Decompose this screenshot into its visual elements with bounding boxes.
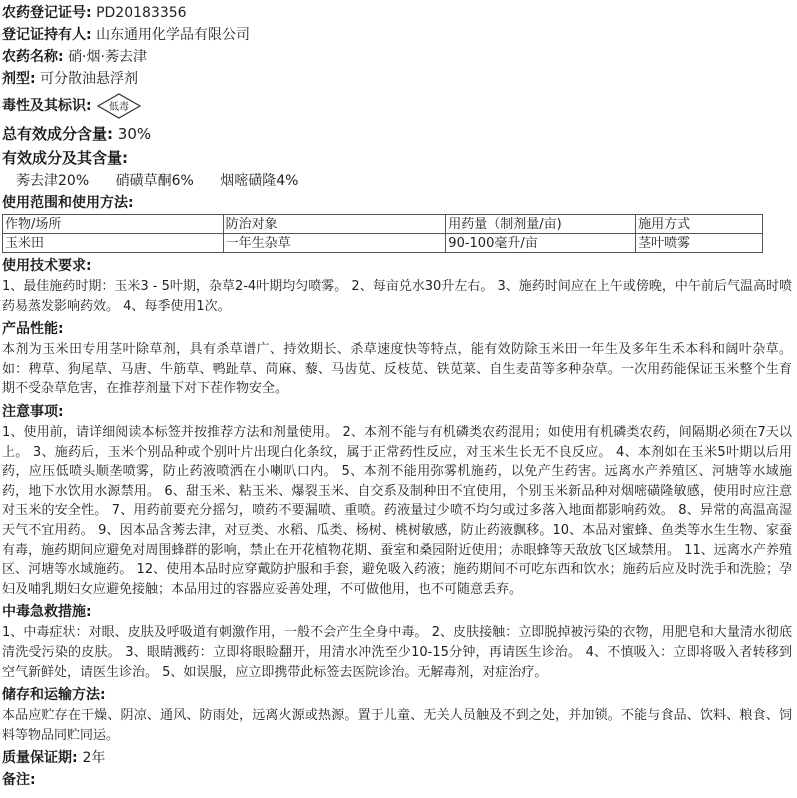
toxicity-badge-text: 低毒: [108, 102, 129, 113]
pesticide-name-row: [2, 46, 797, 68]
usage-table: [2, 214, 763, 253]
formulation-row: [2, 68, 797, 90]
table-header-cell: 施用方式: [636, 215, 763, 234]
performance-heading: 产品性能:: [2, 321, 64, 338]
formulation-value: 可分散油悬浮剂: [40, 71, 139, 87]
first-aid-text: 1、中毒症状：对眼、皮肤及呼吸道有刺激作用，一般不会产生全身中毒。 2、皮肤接触：立即脱掉被污染的衣物，用肥皂和大量清水彻底清洗受污染的皮肤。 3、眼睛溅药：立即将眼睑翻开，用清水冲洗至少10-15分钟，再请医生诊治。 4、不慎吸入：立即将吸入者转移到空气新鲜处，请医生诊治。 5、如误服，应立即携带此标签去医院诊治。无解毒剂，对症治疗。: [2, 625, 792, 680]
shelf-life-value: 2年: [82, 750, 106, 767]
table-row: [3, 234, 763, 253]
technique-text: 1、最佳施药时期：玉米3 - 5叶期，杂草2-4叶期均匀喷雾。 2、每亩兑水30升左右。 3、施药时间应在上午或傍晚，中午前后气温高时喷药易蒸发影响药效。 4、每季使用1次。: [2, 279, 792, 314]
toxicity-label: 毒性及其标识:: [2, 98, 92, 114]
registration-label: 农药登记证号:: [2, 5, 92, 21]
shelf-life-label: 质量保证期:: [2, 750, 78, 767]
precautions-text: 1、使用前，请详细阅读本标签并按推荐方法和剂量使用。 2、本剂不能与有机磷类农药混用；如使用有机磷类农药，间隔期必须在7天以上。 3、施药后，玉米个别品种或个别叶片出现白化条纹，属于正常药性反应，对玉米生长无不良反应。 4、本剂如在玉米5叶期以后用药，应压低喷头顺垄喷雾，防止药液喷洒在小喇叭口内。 5、本剂不能用弥雾机施药，以免产生药害。远离水产养殖区、河塘等水域施药，地下水饮用水源禁用。 6、甜玉米、粘玉米、爆裂玉米、自交系及制种田不宜使用，个别玉米新品种对烟嘧磺隆敏感，使用时应注意对玉米的安全性。 7、用药前要充分摇匀，喷药不要漏喷、重喷。药液量过少喷不均匀或过多落入地面都影响药效。 8、异常的高温高湿天气不宜用药。 9、因本品含莠去津，对豆类、水稻、瓜类、杨树、桃树敏感，防止药液飘移。10、本品对蜜蜂、鱼类等水生生物、家蚕有毒，施药期间应避免对周围蜂群的影响，禁止在开花植物花期、蚕室和桑园附近使用；赤眼蜂等天敌放飞区域禁用。 11、远离水产养殖区、河塘等水域施药。 12、使用本品时应穿戴防护服和手套，避免吸入药液；施药期间不可吃东西和饮水；施药后应及时洗手和洗脸；孕妇及哺乳期妇女应避免接触；本品用过的容器应妥善处理，不可做他用，也不可随意丢弃。: [2, 424, 792, 597]
ingredient-item: 莠去津20%: [16, 173, 90, 189]
table-cell-crop: 玉米田: [3, 234, 224, 253]
ingredients-label: 有效成分及其含量:: [2, 149, 128, 167]
first-aid-heading: 中毒急救措施:: [2, 604, 92, 621]
table-cell-dosage: 90-100毫升/亩: [446, 234, 636, 253]
holder-value: 山东通用化学品有限公司: [96, 27, 251, 43]
table-header-row: [3, 215, 763, 234]
storage-heading: 储存和运输方法:: [2, 687, 106, 704]
pesticide-name-label: 农药名称:: [2, 49, 64, 65]
formulation-label: 剂型:: [2, 71, 36, 87]
ingredient-item: 硝磺草酮6%: [115, 173, 194, 189]
ingredient-item: 烟嘧磺隆4%: [220, 173, 299, 189]
shelf-life-row: [2, 747, 797, 769]
table-cell-method: 茎叶喷雾: [636, 234, 763, 253]
ingredients-list: [2, 170, 797, 192]
total-content-value: 30%: [117, 125, 152, 143]
registration-number: PD20183356: [96, 5, 187, 21]
table-header-cell: 用药量（制剂量/亩): [446, 215, 636, 234]
low-toxicity-diamond-icon: [96, 93, 142, 119]
precautions-heading: 注意事项:: [2, 403, 64, 420]
remarks-label: 备注:: [2, 772, 36, 789]
holder-label: 登记证持有人:: [2, 27, 92, 43]
total-content-row: [2, 122, 797, 146]
toxicity-row: [2, 90, 797, 122]
usage-heading: 使用范围和使用方法:: [2, 195, 134, 211]
technique-heading: 使用技术要求:: [2, 258, 92, 274]
table-header-cell: 作物/场所: [3, 215, 224, 234]
total-content-label: 总有效成分含量:: [2, 125, 113, 143]
pesticide-name-value: 硝·烟·莠去津: [68, 49, 147, 65]
table-cell-target: 一年生杂草: [223, 234, 446, 253]
storage-text: 本品应贮存在干燥、阴凉、通风、防雨处，远离火源或热源。置于儿童、无关人员触及不到之处，并加锁。不能与食品、饮料、粮食、饲料等物品同贮同运。: [2, 708, 792, 743]
ingredients-heading-row: [2, 146, 797, 170]
performance-text: 本剂为玉米田专用茎叶除草剂，具有杀草谱广、持效期长、杀草速度快等特点，能有效防除玉米田一年生及多年生禾本科和阔叶杂草。如：稗草、狗尾草、马唐、牛筋草、鸭趾草、苘麻、藜、马齿苋、反枝苋、铁苋菜、自生麦苗等多种杂草。一次用药能保证玉米整个生育期不受杂草危害，在推荐剂量下对下茬作物安全。: [2, 342, 792, 397]
table-header-cell: 防治对象: [223, 215, 446, 234]
registration-row: [2, 2, 797, 24]
holder-row: [2, 24, 797, 46]
